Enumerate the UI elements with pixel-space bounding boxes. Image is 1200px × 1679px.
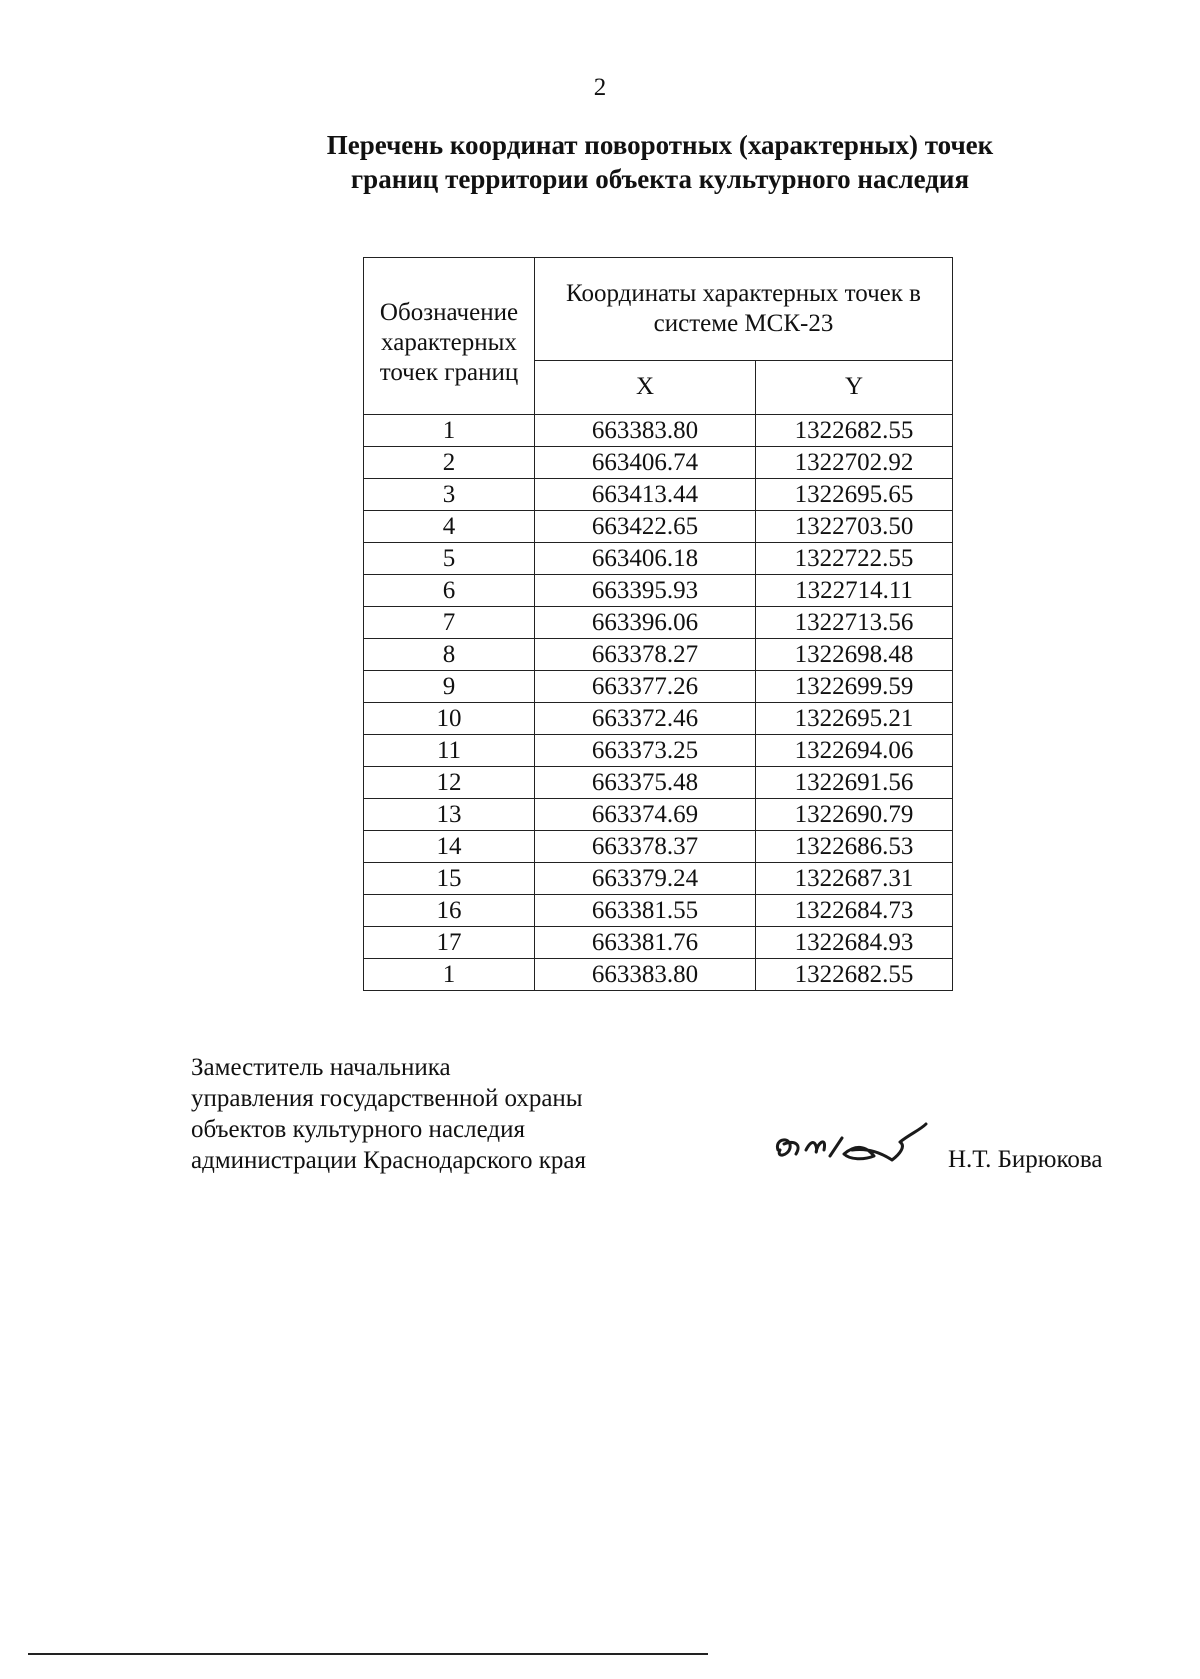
table-row xyxy=(364,735,953,767)
cell-y: 1322695.65 xyxy=(756,479,953,511)
cell-x: 663422.65 xyxy=(535,511,756,543)
cell-x: 663381.55 xyxy=(535,895,756,927)
cell-y: 1322687.31 xyxy=(756,863,953,895)
cell-x: 663374.69 xyxy=(535,799,756,831)
position-line-4: администрации Краснодарского края xyxy=(191,1147,587,1174)
table-body xyxy=(364,415,953,991)
cell-point: 7 xyxy=(364,607,535,639)
header-designation-line-3: точек границ xyxy=(379,359,519,386)
table-row xyxy=(364,863,953,895)
cell-x: 663378.37 xyxy=(535,831,756,863)
cell-point: 8 xyxy=(364,639,535,671)
cell-y: 1322682.55 xyxy=(756,415,953,447)
cell-y: 1322691.56 xyxy=(756,767,953,799)
handwritten-signature xyxy=(770,1110,930,1180)
table-row xyxy=(364,959,953,991)
cell-y: 1322695.21 xyxy=(756,703,953,735)
header-group-line-1: Координаты характерных точек в xyxy=(566,279,921,307)
cell-point: 12 xyxy=(364,767,535,799)
cell-y: 1322702.92 xyxy=(756,447,953,479)
header-coordinates-group xyxy=(535,258,953,361)
table-row xyxy=(364,703,953,735)
cell-y: 1322686.53 xyxy=(756,831,953,863)
cell-x: 663379.24 xyxy=(535,863,756,895)
title-line-2: границ территории объекта культурного наследия xyxy=(350,164,970,194)
header-designation xyxy=(364,258,535,415)
cell-x: 663406.74 xyxy=(535,447,756,479)
bottom-divider xyxy=(28,1653,708,1655)
table-row xyxy=(364,479,953,511)
cell-point: 13 xyxy=(364,799,535,831)
cell-y: 1322682.55 xyxy=(756,959,953,991)
cell-point: 6 xyxy=(364,575,535,607)
cell-x: 663381.76 xyxy=(535,927,756,959)
cell-y: 1322684.93 xyxy=(756,927,953,959)
document-title xyxy=(120,128,1200,196)
cell-point: 10 xyxy=(364,703,535,735)
table-row xyxy=(364,415,953,447)
header-x: X xyxy=(535,360,756,414)
cell-point: 4 xyxy=(364,511,535,543)
cell-y: 1322703.50 xyxy=(756,511,953,543)
cell-x: 663372.46 xyxy=(535,703,756,735)
position-line-1: Заместитель начальника xyxy=(191,1054,451,1081)
cell-x: 663373.25 xyxy=(535,735,756,767)
header-designation-line-2: характерных xyxy=(381,329,517,356)
cell-point: 17 xyxy=(364,927,535,959)
cell-point: 16 xyxy=(364,895,535,927)
cell-y: 1322722.55 xyxy=(756,543,953,575)
cell-y: 1322714.11 xyxy=(756,575,953,607)
table-row xyxy=(364,767,953,799)
table-row xyxy=(364,639,953,671)
cell-x: 663378.27 xyxy=(535,639,756,671)
cell-y: 1322690.79 xyxy=(756,799,953,831)
cell-x: 663395.93 xyxy=(535,575,756,607)
table-row xyxy=(364,895,953,927)
coordinates-table xyxy=(363,257,953,991)
cell-x: 663375.48 xyxy=(535,767,756,799)
cell-point: 1 xyxy=(364,959,535,991)
cell-point: 3 xyxy=(364,479,535,511)
cell-point: 9 xyxy=(364,671,535,703)
table-row xyxy=(364,511,953,543)
cell-y: 1322684.73 xyxy=(756,895,953,927)
cell-point: 5 xyxy=(364,543,535,575)
table-row xyxy=(364,831,953,863)
signatory-position xyxy=(191,1052,586,1176)
cell-x: 663383.80 xyxy=(535,415,756,447)
page-number: 2 xyxy=(593,74,607,101)
cell-point: 14 xyxy=(364,831,535,863)
cell-x: 663406.18 xyxy=(535,543,756,575)
cell-point: 11 xyxy=(364,735,535,767)
cell-y: 1322699.59 xyxy=(756,671,953,703)
cell-y: 1322694.06 xyxy=(756,735,953,767)
header-group-line-2: системе МСК-23 xyxy=(653,309,834,337)
table-row xyxy=(364,799,953,831)
cell-x: 663413.44 xyxy=(535,479,756,511)
table-row xyxy=(364,927,953,959)
cell-point: 2 xyxy=(364,447,535,479)
cell-x: 663396.06 xyxy=(535,607,756,639)
cell-point: 15 xyxy=(364,863,535,895)
cell-point: 1 xyxy=(364,415,535,447)
header-designation-line-1: Обозначение xyxy=(379,299,519,326)
position-line-3: объектов культурного наследия xyxy=(191,1116,525,1143)
cell-x: 663383.80 xyxy=(535,959,756,991)
table-row xyxy=(364,447,953,479)
signer-name: Н.Т. Бирюкова xyxy=(948,1146,1103,1173)
cell-y: 1322713.56 xyxy=(756,607,953,639)
table-row xyxy=(364,607,953,639)
header-y: Y xyxy=(756,360,953,414)
table-row xyxy=(364,671,953,703)
cell-x: 663377.26 xyxy=(535,671,756,703)
cell-y: 1322698.48 xyxy=(756,639,953,671)
table-row xyxy=(364,575,953,607)
table-row xyxy=(364,543,953,575)
title-line-1: Перечень координат поворотных (характерных) точек xyxy=(326,130,994,160)
position-line-2: управления государственной охраны xyxy=(191,1085,583,1112)
